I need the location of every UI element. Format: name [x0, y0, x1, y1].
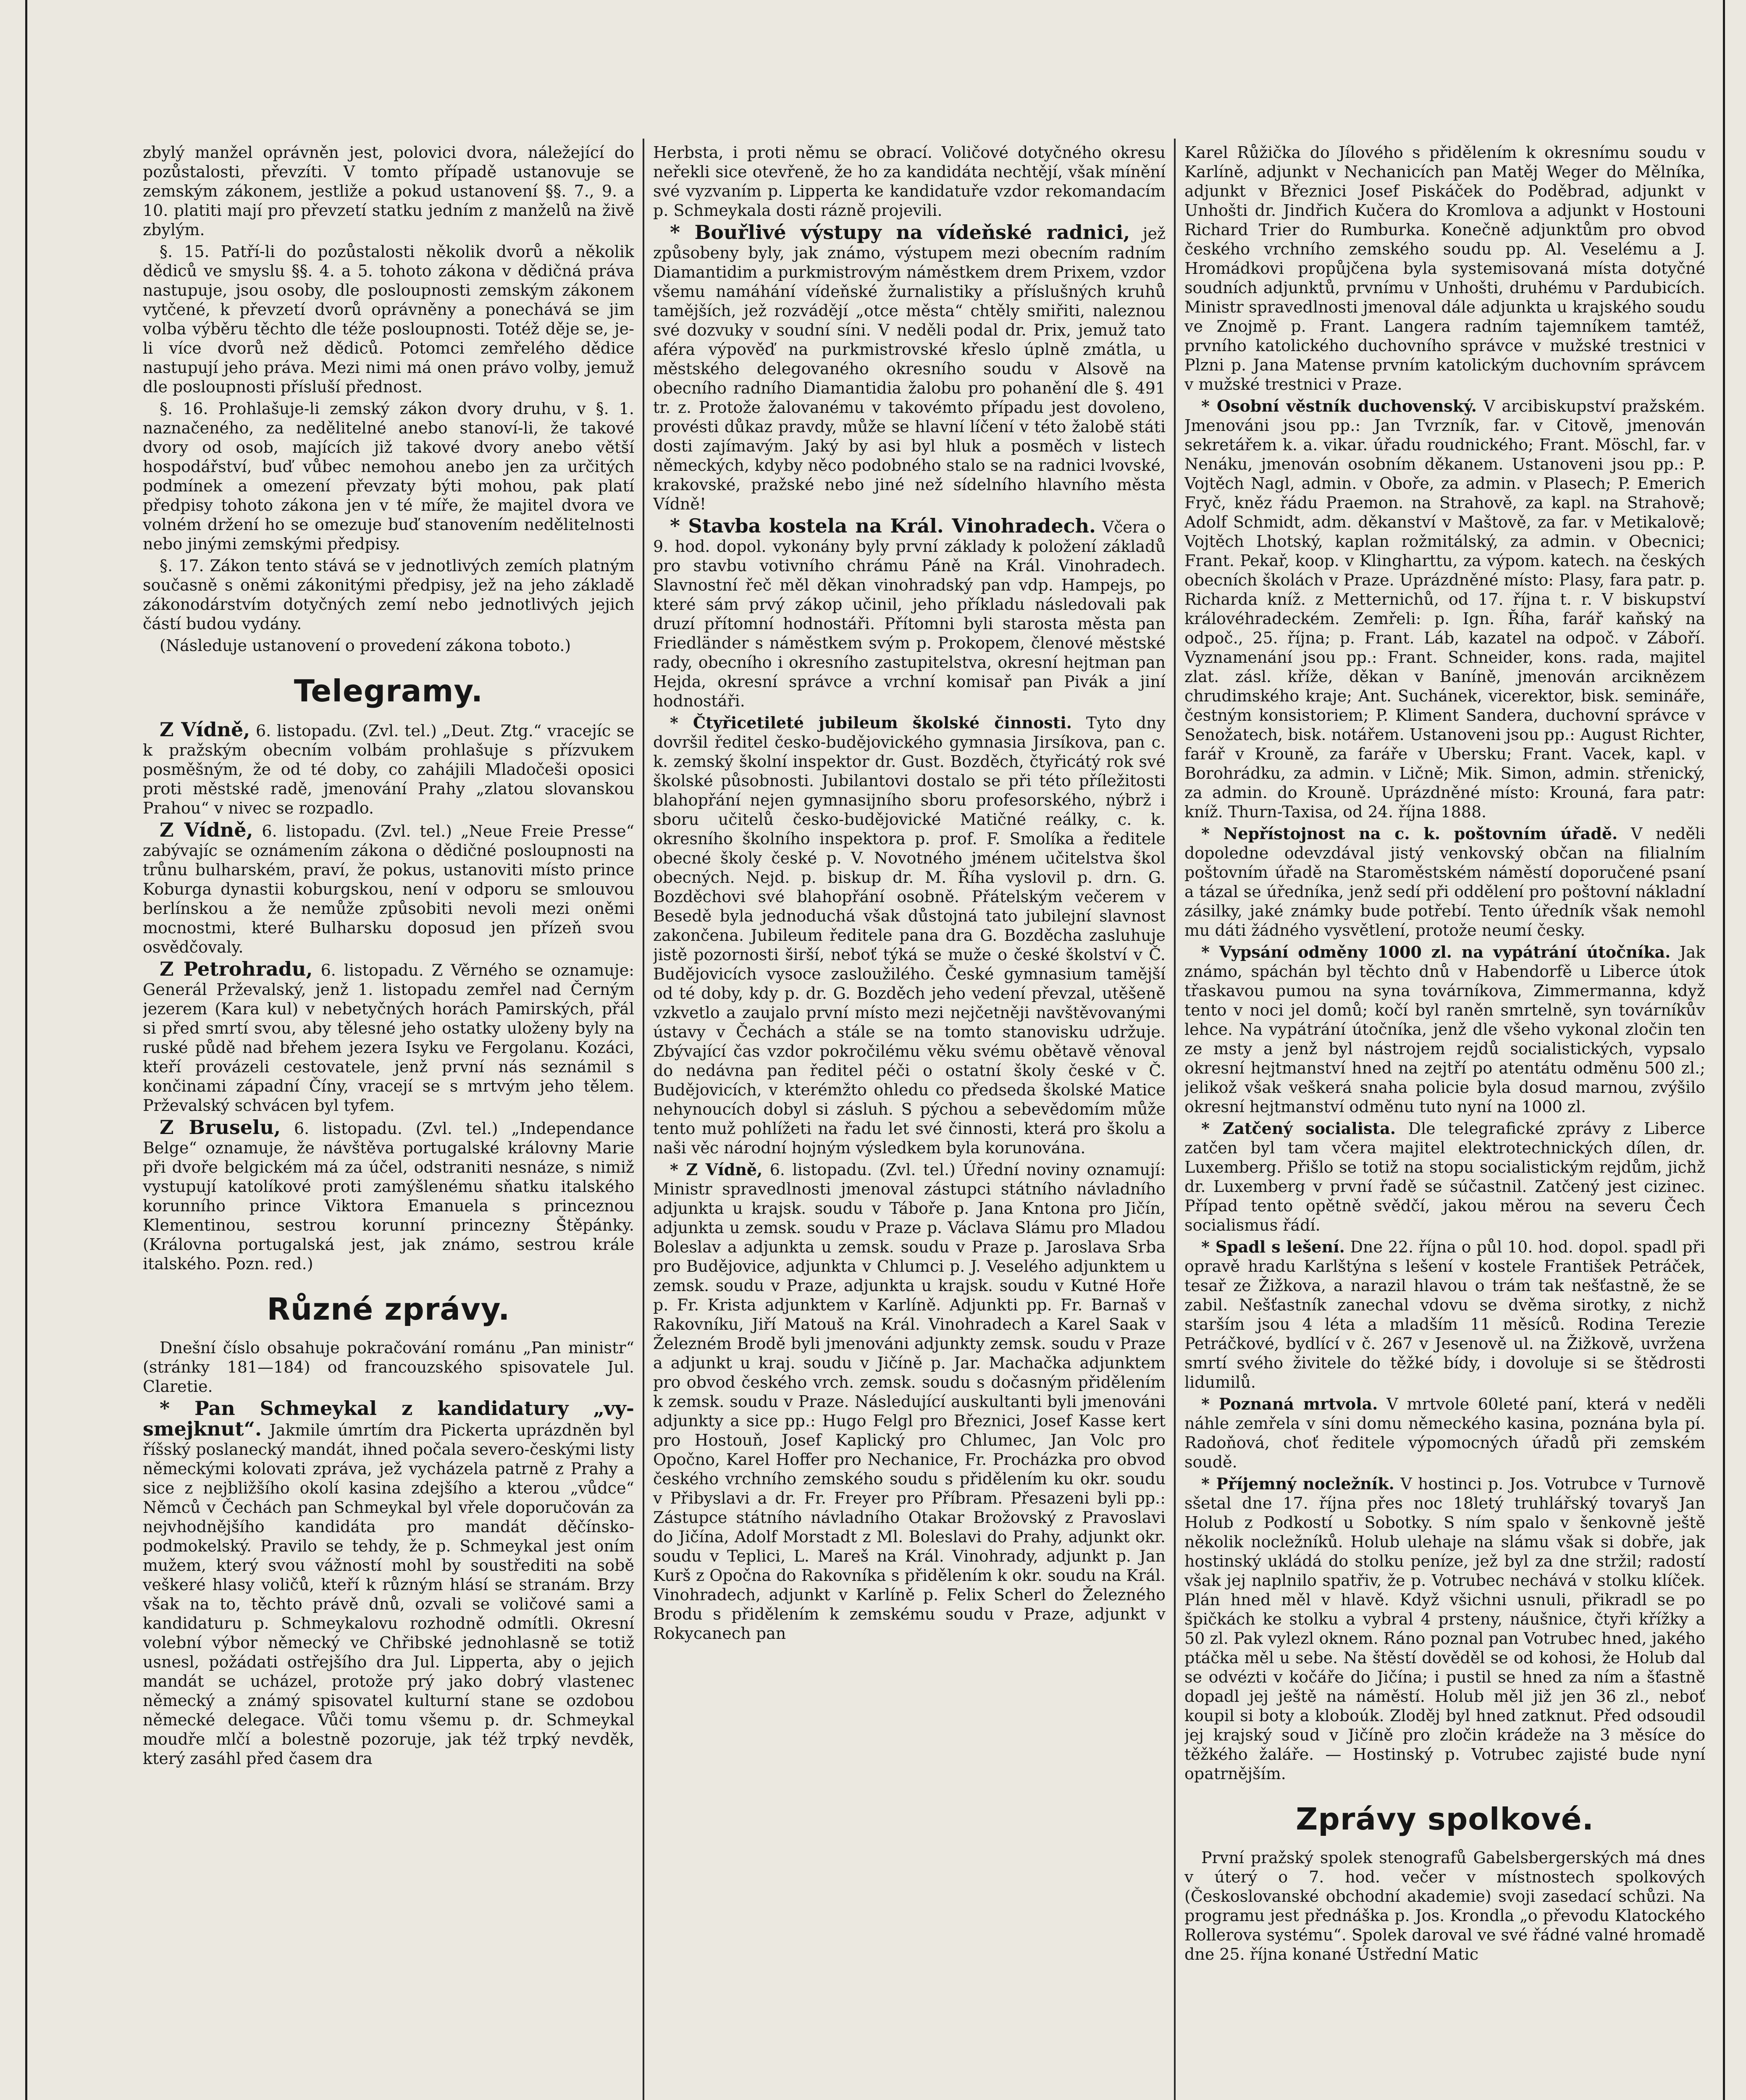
news-headline: * Pan Schmeykal z kandidatury „vy-smejknut“.: [143, 1397, 634, 1440]
telegram-item: [143, 1118, 634, 1273]
column-rule-2: [1174, 139, 1176, 2100]
telegram-text: 6. listopadu. Z Věrného se oznamuje: Generál Prževalský, jenž 1. listopadu zemřel nad Černým jezerem (Kara kul) v nebetyčných horách Pamirských, přál si před smrtí svou, aby tělesné jeho ostatky uloženy byly na ruské půdě nad břehem jezera Isyku ve Fergolanu. Kozáci, kteří provázeli cestovatele, jenž první nás seznámil s končinami západní Číny, vracejí se s mrtvým jeho tělem. Prževalský schvácen byl tyfem.: [143, 961, 634, 1115]
club-news-item: První pražský spolek stenografů Gabelsbergerských má dnes v úterý o 7. hod. večer v místnostech spolkových (Českoslovanské obchodní akademie) svoji zasedací schůzi. Na programu jest přednáška p. Jos. Krondla „o převodu Klatockého Rollerova systému“. Spolek daroval ve své řádné valné hromadě dne 25. října konané Ústřední Matic: [1184, 1848, 1705, 1964]
telegram-item: [143, 720, 634, 818]
law-note: (Následuje ustanovení o provedení zákona toboto.): [160, 636, 571, 655]
telegram-text: 6. listopadu. (Zvl. tel.) „Independance Belge“ oznamuje, že návštěva portugalské královny Marie při dvoře belgickém má za účel, odstraniti nesnáze, s nimiž vystupují katolíkové proti zamýšlenému sňatku italského korunního prince Viktora Emanuela s princeznou Klementinou, sestrou korunní princezny Štěpánky. (Královna portugalská jest, jak známo, sestrou krále italského. Pozn. red.): [143, 1119, 634, 1273]
news-text: V mrtvole 60leté paní, která v neděli náhle zemřela v síni domu německého kasina, poznána byla pí. Radoňová, choť ředitele výpomocných úřadů při zemském soudě.: [1184, 1395, 1705, 1471]
news-text: Včera o 9. hod. dopol. vykonány byly první základy k položení základů pro stavbu votivního chrámu Páně na Král. Vinohradech. Slavnostní řeč měl děkan vinohradský pan vdp. Hampejs, po které sám prvý zákop učinil, jeho příkladu následovali pak druzí přítomní hodnostáři. Přítomni byli starosta města pan Friedländer s náměstkem svým p. Prokopem, členové městské rady, obecního i okresního zastupitelstva, okresní hejtman pan Hejda, okresní správce a vrchní komisař pan Pivák a jiní hodnostáři.: [653, 518, 1166, 710]
news-text: V hostinci p. Jos. Votrubce v Turnově sšetal dne 17. října přes noc 18letý truhlářský tovaryš Jan Holub z Podkostí u Sobotky. S ním spalo v šenkovně ještě několik nocležníků. Holub ulehaje na slámu však si dobře, jak hostinský ukládá do stolku peníze, jež byl za dne stržil; radostí však jej naplnilo spatřiv, že p. Votrubec nechává v stolku klíček. Plán hned měl v hlavě. Když všichni usnuli, přikradl se po špičkách ke stolku a vybral 4 prsteny, náušnice, čtyři křížky a 50 zl. Pak vylezl oknem. Ráno poznal pan Votrubec hned, jakého ptáčka měl u sebe. Na štěstí dověděl se od kohosi, že Holub dal se odvézti v kočáře do Jičína; i pustil se hned za ním a šťastně dopadl jej ještě na náměstí. Holub měl již jen 36 zl., neboť koupil si boty a kloboúk. Zloděj byl hned zatknut. Před odsoudil jej krajský soud v Jičíně pro zločin krádeže na 3 měsíce do těžkého žaláře. — Hostinský p. Votrubec zajisté bude nyní opatrnějším.: [1184, 1475, 1705, 1783]
telegramy-heading: Telegramy.: [294, 673, 483, 709]
right-margin-rule: [1723, 0, 1725, 2100]
news-item: [653, 223, 1166, 514]
news-text: Tyto dny dovršil ředitel česko-budějovického gymnasia Jirsíkova, pan c. k. zemský školní inspektor dr. Gust. Bozděch, čtyřicátý rok své školské působnosti. Jubilantovi dostalo se při této příležitosti blahopřání nejen gymnasijního sboru profesorského, nýbrž i sboru učitelů česko-budějovické Matičné reálky, c. k. okresního školního inspektora p. prof. F. Smolíka a ředitele obecné školy české p. V. Novotného jménem učitelstva škol obecných. Nejd. p. biskup dr. M. Říha vyslovil p. drn. G. Bozděchovi své blahopřání osobně. Přátelským večerem v Besedě byla jednoduchá však důstojná tato jubilejní slavnost zakončena. Jubileum ředitele pana dra G. Bozděcha zasluhuje jistě pozornosti širší, neboť týká se muže o české školství v Č. Budějovicích vysoce zasloužilého. České gymnasium tamější od té doby, kdy p. dr. G. Bozděch jeho vedení převzal, utěšeně vzkvetlo a zaujalo první místo mezi nejčetněji navštěvovanými ústavy v Čechách a stále se na tomto stanovisku udržuje. Zbývající čas vzdor pokročilému věku svému obětavě věnoval do nedávna pan ředitel péči o ostatní školy české v Č. Budějovicích, v kterémžto ohledu co předseda školské Matice nehynoucích dobyl si zásluh. S pýchou a sebevědomím může tento muž pohlížeti na řadu let své činnosti, která pro školu a naši věc národní hojným výsledkem byla korunována.: [653, 714, 1166, 1157]
news-item: [653, 713, 1166, 1158]
news-headline: * Poznaná mrtvola.: [1201, 1394, 1378, 1413]
zpravy-spolkove-heading: Zprávy spolkové.: [1296, 1801, 1594, 1837]
law-paragraph: §. 16. Prohlašuje-li zemský zákon dvory druhu, v §. 1. naznačeného, za nedělitelné anebo stanoví-li, že takové dvory od osob, majících již takové dvory anebo větší hospodářství, buď vůbec nemohou anebo jen za určitých podmínek a omezení převzaty býti mohou, pak platí předpisy tohoto zákona jen v té míře, že majitel dvora ve volném držení ho se omezuje buď stanovením nedělitelnosti nebo jinými zemskými předpisy.: [143, 399, 634, 553]
news-headline: * Z Vídně,: [670, 1160, 763, 1179]
news-item: [143, 1399, 634, 1768]
news-item: [1184, 1394, 1705, 1472]
telegram-text: 6. listopadu. (Zvl. tel.) „Deut. Ztg.“ vracejíc se k pražským obecním volbám prohlašuje s přízvukem posměšným, že od té doby, co zahájili Mladočeši oposici proti městské radě, jmenování Prahy „zlatou slovanskou Prahou“ v nivec se rozpadlo.: [143, 722, 634, 817]
news-text: jež způsobeny byly, jak známo, výstupem mezi obecním radním Diamantidim a purkmistrovým náměstkem drem Prixem, vzdor všemu namáhání vídeňské žurnalistiky a příslušných kruhů tamějších, jež rozvádějí „otce města“ chtěly smiřiti, naleznou své dozvuky v soudní síni. V neděli podal dr. Prix, jemuž tato aféra výpověď na purkmistrovské křeslo úplně zmátla, u městského delegovaného okresního soudu v Alsově na obecního radního Diamantidia žalobu pro pohanění dle §. 491 tr. z. Protože žalovanému v takovémto případu jest dovoleno, provésti důkaz pravdy, může se hlavní líčení v této žalobě státi dosti zajímavým. Jaký by asi byl hluk a posměch v listech německých, kdyby něco podobného stalo se na radnici lvovské, krakovské, pražské nebo jiné než sídelního hlavního města Vídně!: [653, 224, 1166, 513]
law-paragraph: §. 15. Patří-li do pozůstalosti několik dvorů a několik dědiců ve smyslu §§. 4. a 5. tohoto zákona v dědičná práva nastupuje, jsou osoby, dle posloupnosti zemským zákonem vytčené, k převzetí dvorů oprávněny a ponechává se jim volba výběru těchto dle téže posloupnosti. Totéž děje se, je-li více dvorů než dědiců. Potomci zemřelého dědice nastupují jeho práva. Mezi nimi má onen právo volby, jemuž dle posloupnosti přísluší přednost.: [143, 242, 634, 396]
news-item: [653, 516, 1166, 711]
news-headline: * Osobní věstník duchovenský.: [1201, 396, 1477, 415]
news-item: [1184, 824, 1705, 940]
news-text: Jak známo, spáchán byl těchto dnů v Habendorfě u Liberce útok třaskavou pumou na syna továrníkova, Zimmermanna, když tento v noci jel domů; kočí byl raněn smrtelně, syn továrníkův lehce. Na vypátrání útočníka, jenž dle všeho vykonal zločin ten ze msty a jenž byl nástrojem rejdů socialistických, vypsalo okresní hejtmanství hned na zejtří po atentátu odměnu 500 zl.; jelikož však veškerá snaha policie byla dosud marnou, zvýšilo okresní hejtmanství odměnu tuto nyní na 1000 zl.: [1184, 943, 1705, 1116]
news-item: [1184, 1474, 1705, 1783]
news-headline: * Stavba kostela na Král. Vinohradech.: [670, 514, 1096, 537]
news-headline: * Vypsání odměny 1000 zl. na vypátrání útočníka.: [1201, 942, 1671, 961]
news-continuation: Herbsta, i proti němu se obrací. Voličové dotyčného okresu neřekli sice otevřeně, že ho za kandidáta nechtějí, však mínění své vyzvaním p. Lipperta ke kandidatuře vzdor rekomandacím p. Schmeykala dosti rázně projevili.: [653, 143, 1166, 220]
column-right: [1184, 143, 1705, 2100]
news-headline: * Spadl s lešení.: [1201, 1237, 1345, 1256]
telegram-item: [143, 820, 634, 957]
news-text: Jakmile úmrtím dra Pickerta uprázdněn byl říšský poslanecký mandát, ihned počala severo-českými listy německými kolovati zpráva, jež vycházela patrně z Prahy a sice z nejbližšího okolí kasina zdejšího a kterou „vůdce“ Němců v Čechách pan Schmeykal byl vřele doporučován za nejvhodnějšího kandidáta pro mandát děčínsko-podmokelský. Pravilo se tehdy, že p. Schmeykal jest oním mužem, který svou vážností mohl by soustřediti na sobě veškeré hlasy voličů, kteří k různým hlásí se stranám. Brzy však na to, těchto právě dnů, ozvali se voličové sami a kandidaturu p. Schmeykalovu rozhodně odmítli. Okresní volební výbor německý ve Chřibské jednohlasně se totiž usnesl, požádati ostřejšího dra Jul. Lipperta, aby o jejich mandát se ucházel, protože prý jako dobrý vlastenec německý a známý spisovatel kulturní stane se ozdobou německé delegace. Vůči tomu všemu p. dr. Schmeykal moudře mlčí a bolestně pozoruje, jak též trpký nevděk, který zasáhl před časem dra: [143, 1421, 634, 1768]
news-text: Dle telegrafické zprávy z Liberce zatčen byl tam včera majitel elektrotechnických dílen, dr. Luxemberg. Přišlo se totiž na stopu socialistickým rejdům, jichž dr. Luxemberg v první řadě se súčastnil. Zatčený jest cizinec. Případ tento opětně svědčí, jakou měrou na severu Čech socialismus řádí.: [1184, 1119, 1705, 1234]
law-paragraph: §. 17. Zákon tento stává se v jednotlivých zemích platným současně s oněmi zákonitými předpisy, jež na jeho základě zákonodárstvím dotyčných zemí nebo jednotlivých jejich částí budou vydány.: [143, 556, 634, 633]
news-headline: * Zatčený socialista.: [1201, 1119, 1396, 1138]
law-paragraph: zbylý manžel oprávněn jest, polovici dvora, náležející do pozůstalosti, převzíti. V tomto případě ustanovuje se zemským zákonem, jestliže a pokud ustanovení §§. 7., 9. a 10. platiti mají pro převzetí statku jedním z manželů na živě zbylým.: [143, 143, 634, 239]
news-headline: * Nepřístojnost na c. k. poštovním úřadě.: [1201, 824, 1618, 843]
news-item: Dnešní číslo obsahuje pokračování románu „Pan ministr“ (stránky 181—184) od francouzského spisovatele Jul. Claretie.: [143, 1339, 634, 1396]
news-item: [1184, 1119, 1705, 1235]
news-item: [1184, 1237, 1705, 1392]
news-text: Dne 22. října o půl 10. hod. dopol. spadl při opravě hradu Karlštýna s lešení v kostele František Petráček, tesař ze Žižkova, a narazil hlavou o trám tak nešťastně, že se zabil. Nešťastník zanechal vdovu se dvěma sirotky, z nichž starším jsou 4 léta a mladším 11 měsíců. Rodina Terezie Petráčkové, bydlící v č. 267 v Jesenově ul. na Žižkově, uvržena smrtí svého živitele do těžké bídy, i dovoluje si se štědrosti lidumilů.: [1184, 1238, 1705, 1391]
news-headline: * Bouřlivé výstupy na vídeňské radnici,: [670, 221, 1130, 244]
telegram-dateline: Z Petrohradu,: [160, 958, 313, 980]
news-continuation: Karel Růžička do Jílového s přidělením k okresnímu soudu v Karlíně, adjunkt v Nechanicích pan Matěj Weger do Mělníka, adjunkt v Březnici Josef Piskáček do Poděbrad, adjunkt v Unhošti dr. Jindřich Kučera do Kromlova a adjunkt v Hostouni Richard Trier do Rumburka. Konečně adjunktům pro obvod českého vrchního zemského soudu pp. Al. Veselému a J. Hromádkovi propůjčena byla systemisovaná místa dotyčné soudních adjunktů, prvnímu v Unhošti, druhému v Pardubicích. Ministr spravedlnosti jmenoval dále adjunkta u krajského soudu ve Znojmě p. Frant. Langera radním tajemníkem tamtéž, prvního katolického duchovního správce v mužské trestnici v Plzni p. Jana Matense prvním katolickým duchovním správcem v mužské trestnici v Praze.: [1184, 143, 1705, 394]
news-item: [653, 1160, 1166, 1643]
ruzne-zpravy-heading: Různé zprávy.: [267, 1292, 510, 1327]
news-headline: * Příjemný nocležník.: [1201, 1474, 1394, 1493]
column-left: [143, 143, 634, 2100]
column-middle: [653, 143, 1166, 2100]
telegram-item: [143, 959, 634, 1115]
news-text: V neděli dopoledne odevzdával jistý venkovský občan na filialním poštovním úřadě na Staroměstském náměstí doporučené psaní a tázal se úředníka, jenž sedí při oddělení pro poštovní nákladní zásilky, jaké známky bude potřebí. Tento úředník však nemohl mu dáti žádného vysvětlení, protože neumí česky.: [1184, 824, 1705, 940]
news-item: [1184, 942, 1705, 1116]
news-text: 6. listopadu. (Zvl. tel.) Úřední noviny oznamují: Ministr spravedlnosti jmenoval zástupci státního návladního adjunkta u krajsk. soudu v Táboře p. Jana Kntona pro Jičín, adjunkta u zemsk. soudu v Praze p. Václava Slámu pro Mladou Boleslav a adjunkta u zemsk. soudu v Praze p. Jaroslava Srba pro Budějovice, adjunkta v Chlumci p. J. Veselého adjunktem u zemsk. soudu v Praze, adjunkta u krajsk. soudu v Kutné Hoře p. Fr. Krista adjunktem v Karlíně. Adjunkti pp. Fr. Barnaš v Rakovníku, Jiří Matouš na Král. Vinohradech a Karel Saak v Železném Brodě byli jmenováni adjunkty zemsk. soudu v Praze a adjunkt u kraj. soudu v Jičíně p. Jar. Machačka adjunktem pro obvod českého vrch. zemsk. soudu s dočasným přidělením k zemsk. soudu v Praze. Následující auskultanti byli jmenováni adjunkty a sice pp.: Hugo Felgl pro Březnici, Josef Kasse kert pro Hostouň, Josef Kaplický pro Chlumec, Jan Volc pro Opočno, Karel Hoffer pro Nechanice, Fr. Procházka pro obvod českého vrchního zemského soudu s přidělením ku okr. soudu v Přibyslavi a dr. Fr. Freyer pro Příbram. Přesazeni byli pp.: Zástupce státního návladního Otakar Brožovský z Pravoslavi do Jičína, Adolf Morstadt z Ml. Boleslavi do Prahy, adjunkt okr. soudu v Teplici, L. Mareš na Král. Vinohrady, adjunkt p. Jan Kurš z Opočna do Rakovníka s přidělením k okr. soudu na Král. Vinohradech, adjunkt v Karlíně p. Felix Scherl do Železného Brodu s přidělením k zemskému soudu v Praze, adjunkt v Rokycanech pan: [653, 1160, 1166, 1643]
news-item: [1184, 396, 1705, 822]
news-headline: * Čtyřicetileté jubileum školské činnosti.: [670, 713, 1072, 732]
left-margin-rule: [25, 0, 27, 2100]
telegram-dateline: Z Vídně,: [160, 819, 253, 841]
news-text: V arcibiskupství pražském. Jmenováni jsou pp.: Jan Tvrzník, far. v Citově, jmenován sekretářem k. a. vikar. úřadu roudnického; Frant. Möschl, far. v Nenáku, jmenován osobním děkanem. Ustanoveni jsou pp.: P. Vojtěch Nagl, admin. v Oboře, za admin. v Plasech; P. Emerich Fryč, kněz řádu Praemon. na Strahově, za kapl. na Strahově; Adolf Schmidt, adm. děkanství v Maštově, za far. v Metikalově; Vojtěch Lhotský, kaplan rožmitálský, za admin. v Obecnici; Frant. Pekař, koop. v Klingharttu, za výpom. katech. na českých obecních školách v Praze. Uprázdněné místo: Plasy, fara patr. p. Richarda kníž. z Metternichů, od 17. října t. r. V biskupství královéhradeckém. Zemřeli: p. Ign. Říha, farář kaňský na odpoč., 25. října; p. Frant. Láb, kazatel na odpoč. v Záboří. Vyznamenání jsou pp.: Frant. Schneider, kons. rada, majitel zlat. zásl. kříže, děkan v Baníně, jmenován arciknězem chrudimského kraje; Ant. Suchánek, vicerektor, bisk. semináře, čestným konsistoriem; P. Kliment Sandera, duchovní správce v Senožatech, bisk. notářem. Ustanoveni jsou pp.: August Richter, farář v Krouně, za faráře v Ubersku; Frant. Vacek, kapl. v Borohrádku, za admin. v Ličně; Mik. Simon, admin. střenický, za admin. do Krouně. Uprázdněné místo: Krouná, fara patr: kníž. Thurn-Taxisa, od 24. října 1888.: [1184, 397, 1705, 821]
column-rule-1: [643, 139, 644, 2100]
telegram-dateline: Z Bruselu,: [160, 1116, 281, 1139]
telegram-dateline: Z Vídně,: [160, 718, 250, 741]
telegram-text: 6. listopadu. (Zvl. tel.) „Neue Freie Presse“ zabývajíc se oznámením zákona o dědičné posloupnosti na trůnu bulharském, praví, že pokus, ustanoviti místo prince Koburga dynastii koburgskou, není v odporu se smlouvou berlínskou a že nemůže způsobiti nevoli mezi oněmi mocnostmi, které Bulharsku doposud jen přízeň svou osvědčovaly.: [143, 822, 634, 956]
